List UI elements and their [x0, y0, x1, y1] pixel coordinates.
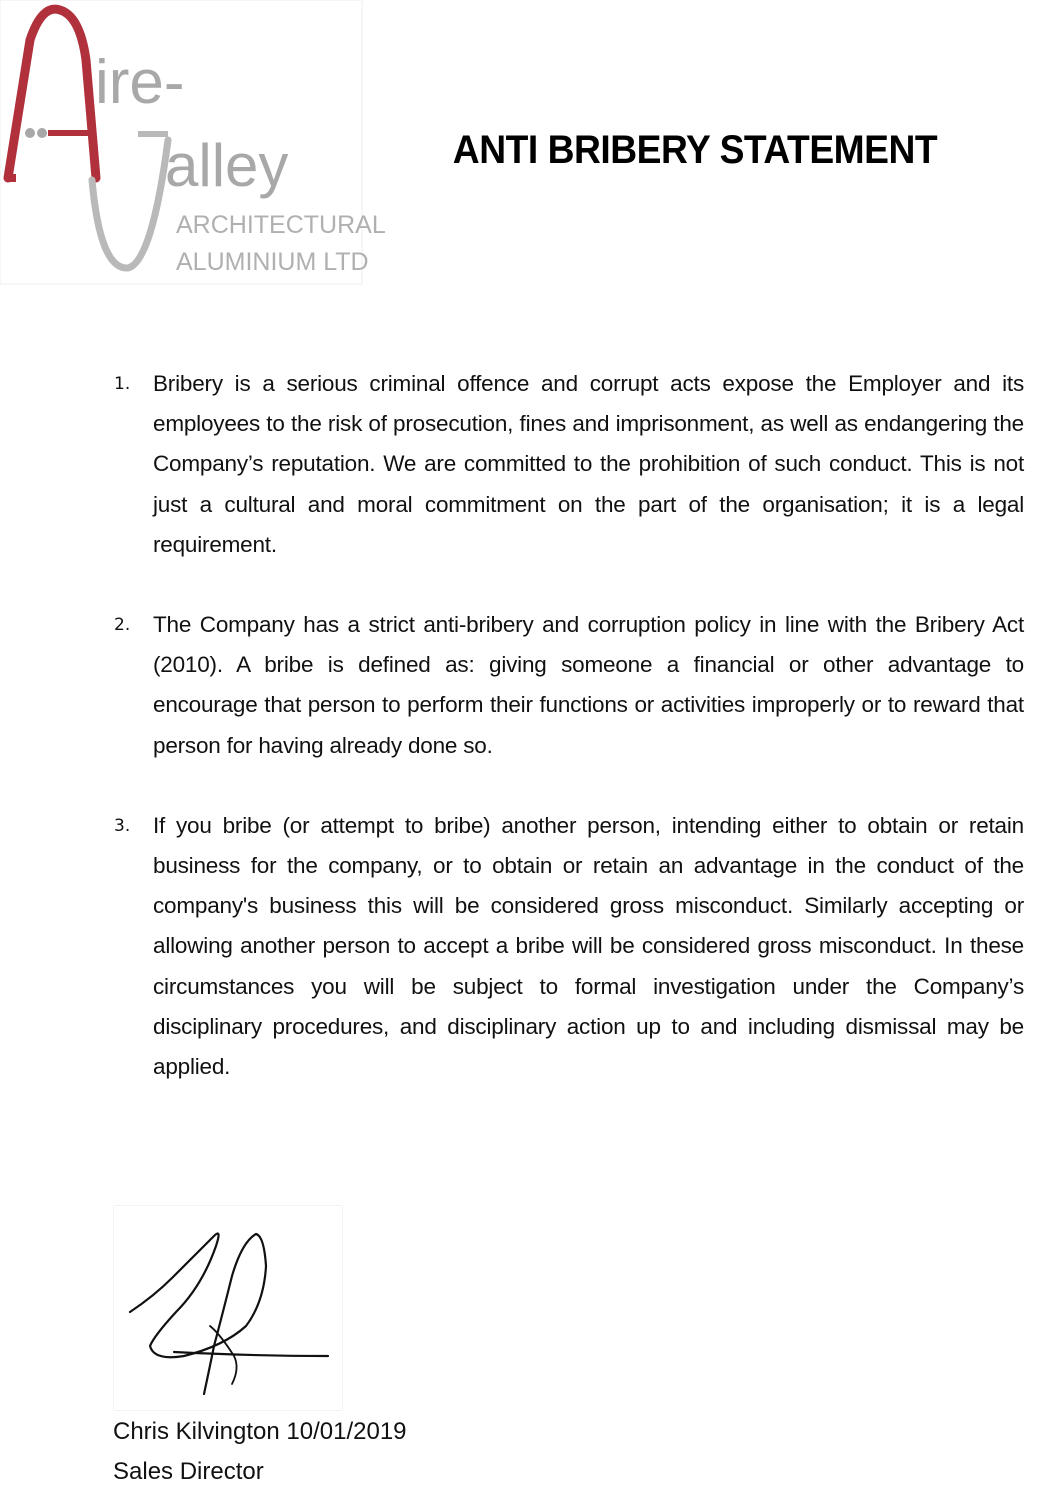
page-title: ANTI BRIBERY STATEMENT: [452, 128, 938, 172]
logo-text-aluminium: ALUMINIUM LTD: [176, 248, 369, 276]
item-number: 3.: [114, 815, 131, 836]
signature-image: [113, 1205, 343, 1411]
list-item: [110, 806, 1024, 1087]
item-text: Bribery is a serious criminal offence and corrupt acts expose the Employer and its employees to the risk of prosecution, fines and imprisonment, as well as endangering the Company’s reputation. We are committed to the prohibition of such conduct. This is not just a cultural and moral commitment on the part of the organisation; it is a legal requirement.: [153, 371, 1024, 557]
list-item: [110, 364, 1024, 565]
logo-text-architectural: ARCHITECTURAL: [176, 211, 386, 239]
item-text: If you bribe (or attempt to bribe) another person, intending either to obtain or retain business for the company, or to obtain or retain an advantage in the conduct of the company's business this will be considered gross misconduct. Similarly accepting or allowing another person to accept a bribe will be considered gross misconduct. In these circumstances you will be subject to formal investigation under the Company’s disciplinary procedures, and disciplinary action up to and including dismissal may be applied.: [153, 812, 1024, 1080]
signatory-name-date: Chris Kilvington 10/01/2019: [113, 1418, 407, 1445]
list-item: [110, 605, 1024, 766]
logo-text-alley: alley: [165, 132, 289, 199]
logo-text-ire: ire-: [95, 48, 185, 117]
item-text: The Company has a strict anti-bribery and corruption policy in line with the Bribery Act (2010). A bribe is defined as: giving someone a financial or other advantage to encourage that person to perform their functions or activities improperly or to reward that person for having already done so.: [153, 612, 1024, 758]
signatory-role: Sales Director: [113, 1458, 264, 1485]
company-logo: [0, 0, 386, 284]
item-number: 2.: [114, 615, 131, 636]
statement-list: [110, 364, 1024, 1127]
signatory-block: [113, 1412, 407, 1492]
item-number: 1.: [114, 374, 131, 394]
